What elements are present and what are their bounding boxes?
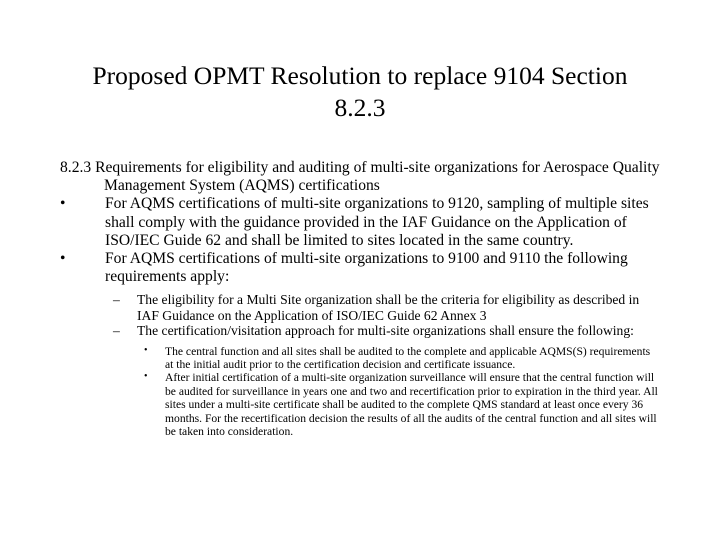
slide-title-line-1: Proposed OPMT Resolution to replace 9104 Section xyxy=(92,61,628,90)
sub-sub-item-surveillance xyxy=(60,371,660,438)
sub-sub-item-initial-audit xyxy=(60,345,660,372)
dash-icon: – xyxy=(113,292,120,308)
intro-paragraph: 8.2.3 Requirements for eligibility and auditing of multi-site organizations for Aerospace Quality Management System (AQMS) certifications xyxy=(60,159,660,195)
bullet-icon: • xyxy=(60,195,66,213)
dash-icon: – xyxy=(113,323,120,339)
slide-title-line-2: 8.2.3 xyxy=(334,93,386,122)
bullet-icon: • xyxy=(144,344,148,356)
sub-item-text: The certification/visitation approach for multi-site organizations shall ensure the following: xyxy=(137,323,634,339)
sub-item-certification-approach xyxy=(60,323,660,338)
bullet-icon: • xyxy=(144,371,148,383)
bullet-item-text: For AQMS certifications of multi-site organizations to 9120, sampling of multiple sites shall comply with the guidance provided in the IAF Guidance on the Application of ISO/IEC Guide 62 and shall be limited to sites located in the same country. xyxy=(105,195,649,249)
sub-item-eligibility xyxy=(60,292,660,323)
bullet-icon: • xyxy=(60,250,66,268)
slide-body xyxy=(60,159,660,438)
sub-item-text: The eligibility for a Multi Site organization shall be the criteria for eligibility as described in IAF Guidance on the Application of ISO/IEC Guide 62 Annex 3 xyxy=(137,292,640,323)
bullet-item-9120 xyxy=(60,195,660,250)
bullet-item-text: For AQMS certifications of multi-site organizations to 9100 and 9110 the following requirements apply: xyxy=(105,250,628,286)
slide-title xyxy=(40,60,680,124)
sub-sub-item-text: The central function and all sites shall be audited to the complete and applicable AQMS(S) requirements at the initial audit prior to the certification decision and certificate issuance. xyxy=(165,344,651,372)
bullet-item-9100-9110 xyxy=(60,250,660,286)
sub-sub-item-text: After initial certification of a multi-site organization surveillance will ensure that the central function will be audited for surveillance in years one and two and recertification prior to expiration in the third year. All sites under a multi-site certificate shall be audited to the complete QMS standard at least once every 36 months. For the recertification decision the results of all the audits of the central function and all sites will be taken into consideration. xyxy=(165,371,658,439)
